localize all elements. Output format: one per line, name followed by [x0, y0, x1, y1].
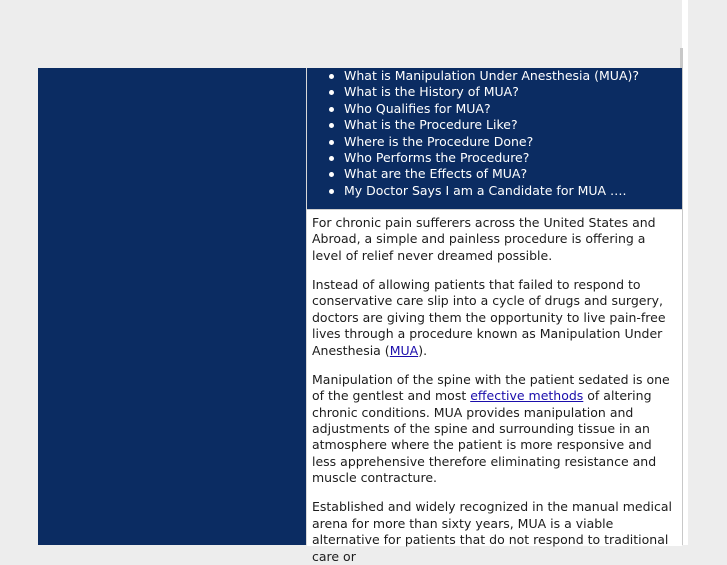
paragraph-text: Instead of allowing patients that failed to respond to conservative care slip into a cycle of drugs and surgery, doctors are giving them the opportunity to live pain-free lives through a procedure known as Manipulation Under Anesthesia ( — [312, 277, 666, 358]
menu-item-label[interactable]: What is the Procedure Like? — [344, 117, 518, 133]
article-paragraph-1: For chronic pain sufferers across the United States and Abroad, a simple and painless procedure is offering a level of relief never dreamed possible. — [312, 215, 656, 263]
menu-item-who-qualifies[interactable] — [329, 101, 639, 117]
menu-item-what-is-mua[interactable] — [329, 68, 639, 84]
article-paragraph-3 — [312, 372, 678, 487]
menu-item-candidate[interactable] — [329, 183, 639, 199]
paragraph-text: ). — [418, 342, 428, 358]
mua-link[interactable]: MUA — [389, 342, 419, 358]
bullet-icon — [329, 107, 334, 112]
topic-menu-list — [329, 68, 639, 199]
menu-item-history[interactable] — [329, 84, 639, 100]
menu-item-label[interactable]: What is the History of MUA? — [344, 84, 519, 100]
paragraph-text: of altering chronic conditions. MUA provides manipulation and adjustments of the spine and surrounding tissue in an atmosphere where the patient is more responsive and less apprehensive therefore eliminating resistance and muscle contracture. — [312, 388, 657, 486]
menu-item-label[interactable]: Where is the Procedure Done? — [344, 133, 534, 149]
menu-item-who-performs[interactable] — [329, 150, 639, 166]
bullet-icon — [329, 123, 334, 128]
menu-item-label[interactable]: My Doctor Says I am a Candidate for MUA …. — [344, 182, 627, 198]
menu-item-effects[interactable] — [329, 166, 639, 182]
bullet-icon — [329, 156, 334, 161]
article-paragraph-4: Established and widely recognized in the manual medical arena for more than sixty years, MUA is a viable alternative for patients that do not respond to traditional care or — [312, 499, 673, 564]
menu-item-label[interactable]: What is Manipulation Under Anesthesia (MUA)? — [344, 68, 640, 83]
left-sidebar — [38, 68, 306, 545]
effective-methods-link[interactable]: effective methods — [470, 388, 584, 404]
bullet-icon — [329, 90, 334, 95]
bullet-icon — [329, 140, 334, 145]
paragraph-text: Manipulation of the spine with the patient sedated is one of the gentlest and most — [312, 371, 670, 404]
bullet-icon — [329, 74, 334, 79]
menu-item-where[interactable] — [329, 134, 639, 150]
menu-item-label[interactable]: What are the Effects of MUA? — [344, 166, 528, 182]
menu-item-label[interactable]: Who Qualifies for MUA? — [344, 100, 491, 116]
topic-menu — [307, 68, 682, 209]
article-body — [307, 210, 682, 565]
bullet-icon — [329, 172, 334, 177]
menu-item-label[interactable]: Who Performs the Procedure? — [344, 150, 530, 166]
article-paragraph-2 — [312, 277, 678, 359]
article-panel — [307, 209, 682, 564]
bullet-icon — [329, 189, 334, 194]
menu-item-procedure[interactable] — [329, 117, 639, 133]
